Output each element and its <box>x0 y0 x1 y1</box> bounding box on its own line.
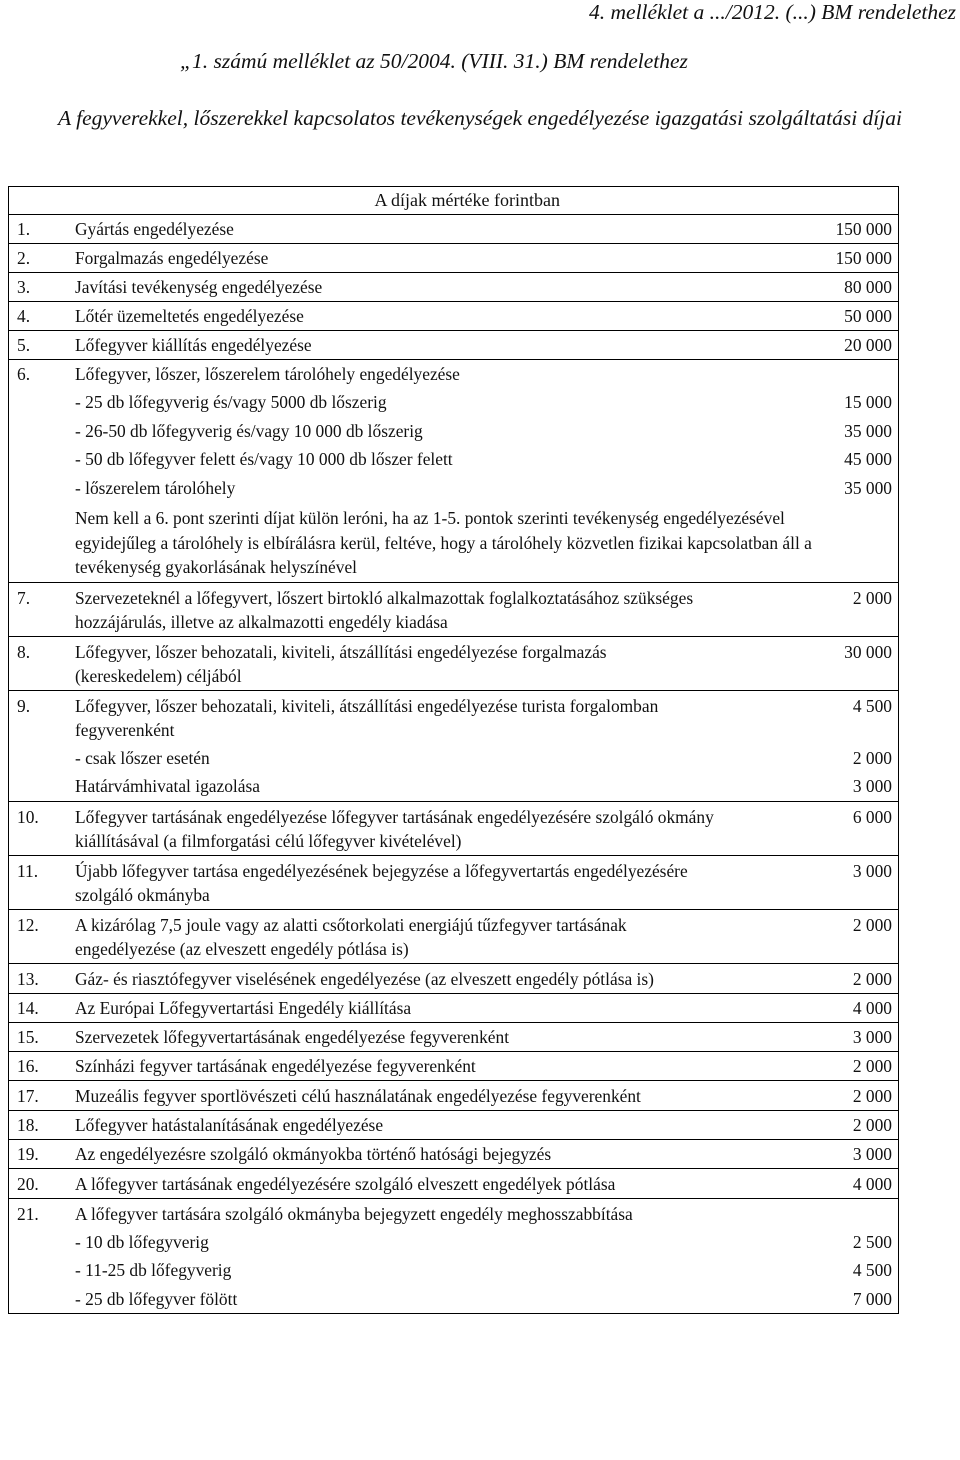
row-number: 21. <box>17 1203 39 1224</box>
table-row <box>9 244 899 273</box>
row-number: 10. <box>17 806 39 827</box>
sub-item-text: - 25 db lőfegyverig és/vagy 5000 db lőszerig <box>75 392 387 412</box>
sub-item-amount: 15 000 <box>844 392 892 412</box>
row-amount: 2 000 <box>852 1055 892 1076</box>
row-text: A lőfegyver tartásának engedélyezésére szolgáló elveszett engedélyek pótlása <box>75 1173 616 1194</box>
table-row <box>9 582 899 636</box>
sub-item-text: - lőszerelem tárolóhely <box>75 477 236 498</box>
sub-item-text: Határvámhivatal igazolása <box>75 776 260 796</box>
row-number: 9. <box>17 695 31 716</box>
row-amount: 2 000 <box>852 1085 892 1106</box>
sub-item-amount: 3 000 <box>852 776 892 796</box>
row-number: 1. <box>17 219 31 239</box>
table-row <box>9 1051 899 1080</box>
row-number: 6. <box>17 364 31 384</box>
sub-item <box>17 1256 898 1285</box>
table-row <box>9 1022 899 1051</box>
table-row <box>9 855 899 909</box>
sub-item <box>17 417 898 446</box>
sub-item <box>17 474 898 503</box>
sub-item <box>17 445 898 474</box>
row-amount: 3 000 <box>852 1143 892 1164</box>
row-number: 3. <box>17 277 31 297</box>
sub-item-amount: 35 000 <box>844 420 892 441</box>
row-text: Muzeális fegyver sportlövészeti célú használatának engedélyezése fegyverenként <box>75 1085 641 1106</box>
row-number: 20. <box>17 1173 39 1194</box>
row-text: Javítási tevékenység engedélyezése <box>75 277 323 297</box>
table-row <box>9 801 899 855</box>
sub-item <box>17 772 898 801</box>
table-row <box>9 1110 899 1139</box>
row-amount: 2 000 <box>852 914 892 935</box>
table-row <box>9 963 899 993</box>
table-row <box>9 1139 899 1168</box>
row-text: Forgalmazás engedélyezése <box>75 248 269 268</box>
row-number: 12. <box>17 914 39 935</box>
table-row <box>9 1198 899 1314</box>
row-number: 14. <box>17 997 39 1018</box>
sub-item-text: - 10 db lőfegyverig <box>75 1231 209 1252</box>
table-row <box>9 993 899 1022</box>
row-number: 11. <box>17 860 39 881</box>
sub-item-amount: 2 000 <box>852 747 892 768</box>
fee-table <box>8 186 899 1314</box>
sub-item <box>17 388 898 417</box>
row-amount: 20 000 <box>844 335 892 355</box>
row-amount: 80 000 <box>844 277 892 297</box>
row-amount: 2 000 <box>852 587 892 608</box>
sub-item-text: - 50 db lőfegyver felett és/vagy 10 000 db lőszer felett <box>75 449 453 469</box>
row-number: 4. <box>17 306 31 326</box>
row-amount: 30 000 <box>844 641 892 662</box>
sub-item-amount: 45 000 <box>844 449 892 469</box>
row-text: Lőfegyver hatástalanításának engedélyezése <box>75 1114 384 1135</box>
sub-item-text: - 11-25 db lőfegyverig <box>75 1260 232 1280</box>
row-text: Lőfegyver, lőszer behozatali, kiviteli, átszállítási engedélyezése forgalmazás (kereskedelem) céljából <box>75 641 607 686</box>
table-row <box>9 331 899 360</box>
row-text: Újabb lőfegyver tartása engedélyezésének bejegyzése a lőfegyvertartás engedélyezésére szolgáló okmányba <box>75 860 688 905</box>
row-text: Színházi fegyver tartásának engedélyezése fegyverenként <box>75 1055 476 1076</box>
sub-item-text: - 25 db lőfegyver fölött <box>75 1288 238 1309</box>
sub-item <box>17 744 898 773</box>
row-text: Az engedélyezésre szolgáló okmányokba történő hatósági bejegyzés <box>75 1143 552 1164</box>
row-amount: 2 000 <box>852 1114 892 1135</box>
row-number: 19. <box>17 1143 39 1164</box>
row-number: 15. <box>17 1026 39 1047</box>
sub-item-amount: 2 500 <box>852 1231 892 1252</box>
annex-reference: 4. melléklet a .../2012. (...) BM rendelethez <box>589 0 956 24</box>
row-number: 8. <box>17 641 31 662</box>
table-row <box>9 360 899 583</box>
table-row <box>9 636 899 690</box>
row-text: Lőfegyver, lőszer, lőszerelem tárolóhely engedélyezése <box>75 364 460 384</box>
row-number: 18. <box>17 1114 39 1135</box>
row-text: Gáz- és riasztófegyver viselésének engedélyezése (az elveszett engedély pótlása is) <box>75 968 654 989</box>
table-row <box>9 1080 899 1110</box>
sub-item-amount: 4 500 <box>852 1260 892 1280</box>
table-row <box>9 273 899 302</box>
row-note: Nem kell a 6. pont szerinti díjat külön leróni, ha az 1-5. pontok szerinti tevékenység engedélyezésével egyidejűleg a tárolóhely is elbírálásra kerül, feltéve, hogy a tárolóhely közvetlen fizikai kapcsolatban áll a tevékenység gyakorlásának helyszínével <box>75 508 812 577</box>
row-text: A lőfegyver tartására szolgáló okmányba bejegyzett engedély meghosszabbítása <box>75 1203 633 1224</box>
row-amount: 150 000 <box>835 219 892 239</box>
sub-item <box>17 1228 898 1257</box>
table-row <box>9 909 899 963</box>
row-text: Lőfegyver, lőszer behozatali, kiviteli, átszállítási engedélyezése turista forgalomban fegyverenként <box>75 695 659 740</box>
row-text: Szervezetek lőfegyvertartásának engedélyezése fegyverenként <box>75 1026 510 1047</box>
row-number: 2. <box>17 248 31 268</box>
row-text: Az Európai Lőfegyvertartási Engedély kiállítása <box>75 997 412 1018</box>
row-number: 17. <box>17 1085 39 1106</box>
table-row <box>9 1168 899 1198</box>
sub-item <box>17 1285 898 1314</box>
row-text: Gyártás engedélyezése <box>75 219 234 239</box>
table-row <box>9 215 899 244</box>
table-row <box>9 690 899 801</box>
row-text: Lőfegyver tartásának engedélyezése lőfegyver tartásának engedélyezésére szolgáló okmány kiállításával (a filmforgatási célú lőfegyver kivételével) <box>75 806 714 851</box>
row-amount: 6 000 <box>852 806 892 827</box>
row-amount: 150 000 <box>835 248 892 268</box>
row-text: Lőtér üzemeltetés engedélyezése <box>75 306 304 326</box>
row-number: 7. <box>17 587 31 608</box>
sub-item-amount: 35 000 <box>844 477 892 498</box>
row-text: Szervezeteknél a lőfegyvert, lőszert birtokló alkalmazottak foglalkoztatásához szükséges hozzájárulás, illetve az alkalmazotti engedély kiadása <box>75 587 694 632</box>
sub-item-amount: 7 000 <box>852 1288 892 1309</box>
row-number: 16. <box>17 1055 39 1076</box>
sub-item-text: - csak lőszer esetén <box>75 747 210 768</box>
table-row <box>9 302 899 331</box>
row-amount: 4 000 <box>852 1173 892 1194</box>
row-amount: 3 000 <box>852 860 892 881</box>
row-amount: 4 000 <box>852 997 892 1018</box>
annex-quote: „1. számú melléklet az 50/2004. (VIII. 31.) BM rendelethez <box>180 49 688 73</box>
row-number: 5. <box>17 335 31 355</box>
column-header: A díjak mértéke forintban <box>9 187 899 215</box>
row-text: Lőfegyver kiállítás engedélyezése <box>75 335 312 355</box>
document-title: A fegyverekkel, lőszerekkel kapcsolatos tevékenységek engedélyezése igazgatási szolgáltatási díjai <box>58 106 902 130</box>
row-number: 13. <box>17 968 39 989</box>
row-amount: 3 000 <box>852 1026 892 1047</box>
row-amount: 50 000 <box>844 306 892 326</box>
sub-item-text: - 26-50 db lőfegyverig és/vagy 10 000 db lőszerig <box>75 420 423 441</box>
row-amount: 2 000 <box>852 968 892 989</box>
row-text: A kizárólag 7,5 joule vagy az alatti csőtorkolati energiájú tűzfegyver tartásának engedélyezése (az elveszett engedély pótlása is) <box>75 914 627 959</box>
row-amount: 4 500 <box>852 695 892 716</box>
